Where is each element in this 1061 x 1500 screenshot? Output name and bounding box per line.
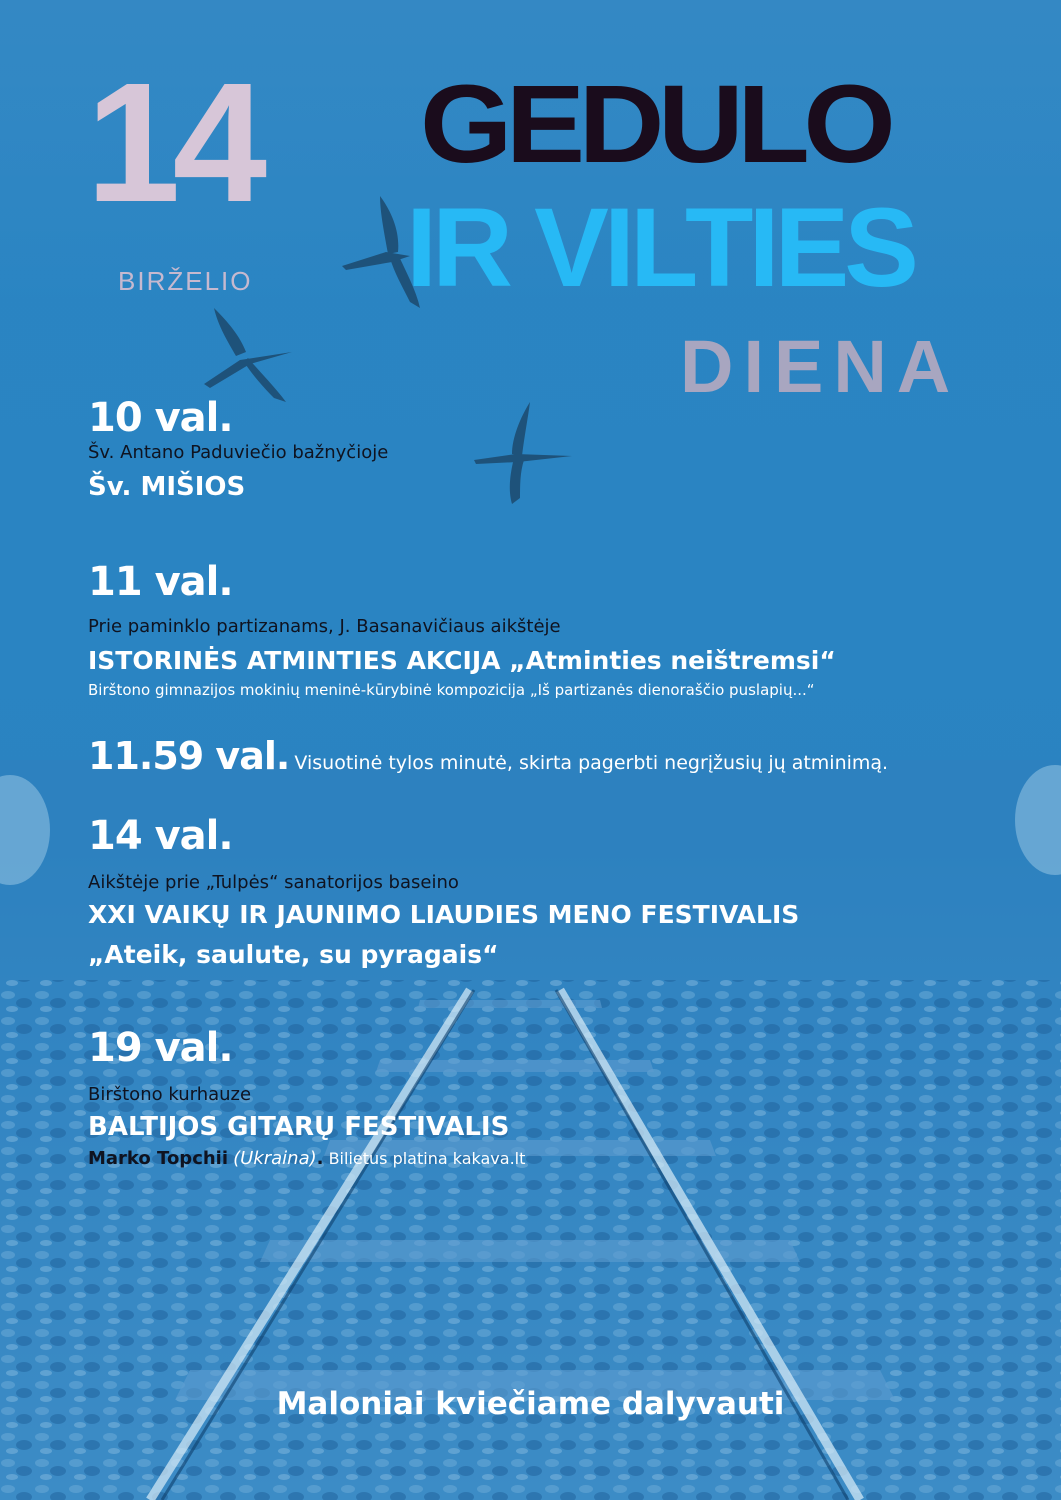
title-line-1: GEDULO [420, 63, 890, 186]
month-label: BIRŽELIO [118, 266, 253, 296]
performer-separator: . [316, 1148, 324, 1169]
event-time: 19 val. [88, 1025, 233, 1071]
event-note: Birštono gimnazijos mokinių meninė-kūrybinė kompozicija „Iš partizanės dienoraščio puslapių...“ [88, 681, 815, 699]
event-inline-note: Visuotinė tylos minutė, skirta pagerbti negrįžusių jų atminimą. [294, 752, 889, 774]
tickets-info: Bilietus platina kakava.lt [328, 1149, 526, 1168]
event-title: ISTORINĖS ATMINTIES AKCIJA „Atminties neištremsi“ [88, 646, 836, 675]
event-place: Prie paminklo partizanams, J. Basanavičiaus aikštėje [88, 616, 561, 637]
performer-line [88, 1148, 525, 1169]
event-row-minute-of-silence [88, 734, 888, 778]
performer-name: Marko Topchii [88, 1148, 229, 1169]
title-line-2: IR VILTIES [406, 185, 914, 310]
event-time: 14 val. [88, 813, 233, 859]
event-title: XXI VAIKŲ IR JAUNIMO LIAUDIES MENO FESTIVALIS [88, 900, 800, 929]
event-time: 11 val. [88, 559, 233, 605]
crane-icon [472, 398, 576, 508]
crane-icon [200, 306, 300, 406]
event-place: Aikštėje prie „Tulpės“ sanatorijos baseino [88, 872, 459, 893]
performer-country: (Ukraina) [233, 1148, 317, 1169]
title-line-3: DIENA [680, 325, 961, 408]
day-number: 14 [86, 48, 260, 238]
event-time: 11.59 val. [88, 734, 290, 778]
event-place: Birštono kurhauze [88, 1084, 252, 1105]
event-title: Šv. MIŠIOS [88, 472, 246, 502]
event-place: Šv. Antano Paduviečio bažnyčioje [88, 442, 389, 463]
event-subtitle: „Ateik, saulute, su pyragais“ [88, 940, 499, 969]
event-title: BALTIJOS GITARŲ FESTIVALIS [88, 1112, 510, 1142]
event-time: 10 val. [88, 395, 233, 441]
invitation-footer: Maloniai kviečiame dalyvauti [276, 1386, 785, 1422]
